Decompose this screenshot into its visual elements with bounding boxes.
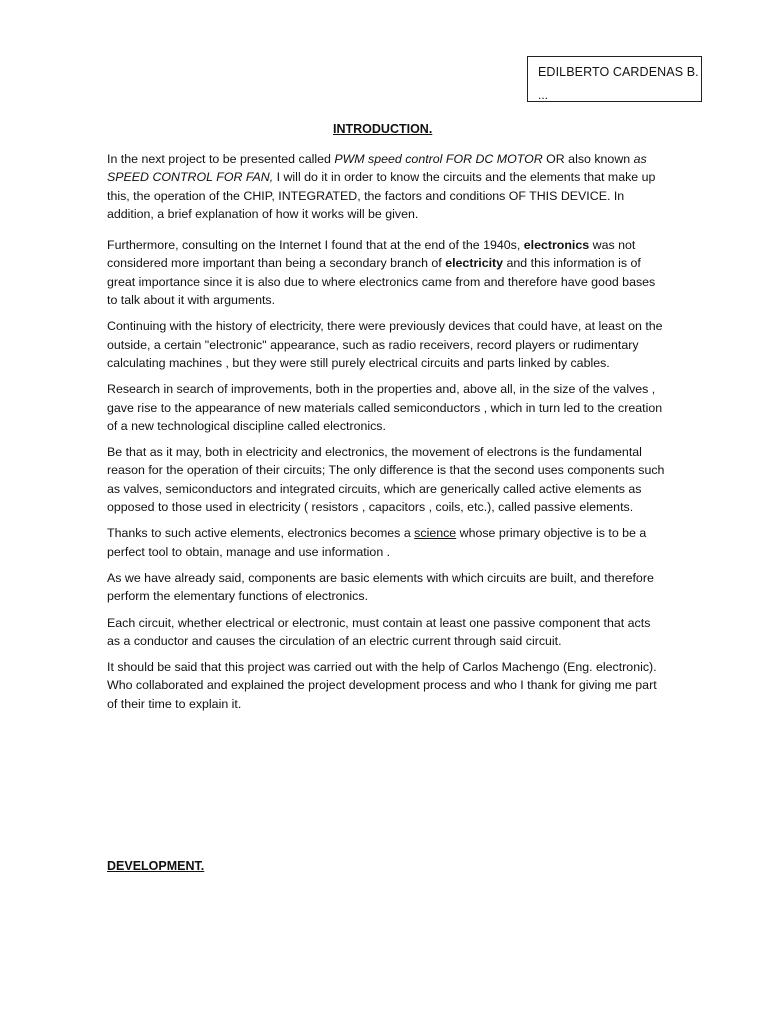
- paragraph-2: [107, 236, 665, 309]
- author-subline: ...: [538, 88, 549, 102]
- author-box: [527, 56, 702, 102]
- introduction-heading: INTRODUCTION.: [333, 122, 433, 136]
- p1-text-e: I will do it in order to know the circuits and the elements that make up this, the operation of the CHIP, INTEGRATED, the factors and conditions OF THIS DEVICE. In addition, a brief explanation of how it works will be given.: [107, 170, 656, 221]
- p6-text-c: whose primary objective is to be a perfect tool to obtain, manage and use information .: [107, 526, 647, 559]
- paragraph-5: Be that as it may, both in electricity and electronics, the movement of electrons is the fundamental reason for the operation of their circuits; The only difference is that the second uses components such as valves, semiconductors and integrated circuits, which are generically called active elements as opposed to those used in electricity ( resistors , capacitors , coils, etc.), called passive elements.: [107, 445, 665, 515]
- development-heading: DEVELOPMENT.: [107, 859, 205, 873]
- p1-project-name: PWM speed control FOR DC MOTOR: [334, 152, 543, 166]
- introduction-body: [107, 150, 665, 721]
- paragraph-7: As we have already said, components are basic elements with which circuits are built, and therefore perform the elementary functions of electronics.: [107, 570, 654, 604]
- p1-text-a: In the next project to be presented called: [107, 152, 335, 166]
- p2-text-e: and this information is of great importance since it is also due to where electronics came from and therefore have good bases to talk about it with arguments.: [107, 256, 656, 308]
- p1-text-c: OR also known: [542, 152, 634, 166]
- author-name: EDILBERTO CARDENAS B.: [538, 65, 699, 79]
- p2-text-a: Furthermore, consulting on the Internet I found that at the end of the 1940s,: [107, 238, 524, 253]
- p2-bold-electricity: electricity: [445, 256, 504, 271]
- science-link[interactable]: science: [414, 526, 457, 541]
- p6-text-a: Thanks to such active elements, electronics becomes a: [107, 526, 415, 541]
- paragraph-3: Continuing with the history of electricity, there were previously devices that could have, at least on the outside, a certain "electronic" appearance, such as radio receivers, record players or rudimentary calculating machines , but they were still purely electrical circuits and parts linked by cables.: [107, 319, 663, 370]
- paragraph-8: Each circuit, whether electrical or electronic, must contain at least one passive component that acts as a conductor and causes the circulation of an electric current through said circuit.: [107, 615, 651, 648]
- paragraph-6: [107, 524, 665, 561]
- p2-bold-electronics: electronics: [523, 238, 590, 253]
- p1-alt-name: as SPEED CONTROL FOR FAN,: [107, 152, 647, 185]
- paragraph-4: Research in search of improvements, both in the properties and, above all, in the size of the valves , gave rise to the appearance of new materials called semiconductors , which in turn led to the creation of a new technological discipline called electronics.: [107, 382, 663, 433]
- p2-text-c: was not considered more important than being a secondary branch of: [107, 238, 636, 271]
- paragraph-1: [107, 150, 665, 223]
- paragraph-9: It should be said that this project was carried out with the help of Carlos Machengo (Eng. electronic). Who collaborated and explained the project development process and who I thank for giving me part of their time to explain it.: [107, 660, 657, 711]
